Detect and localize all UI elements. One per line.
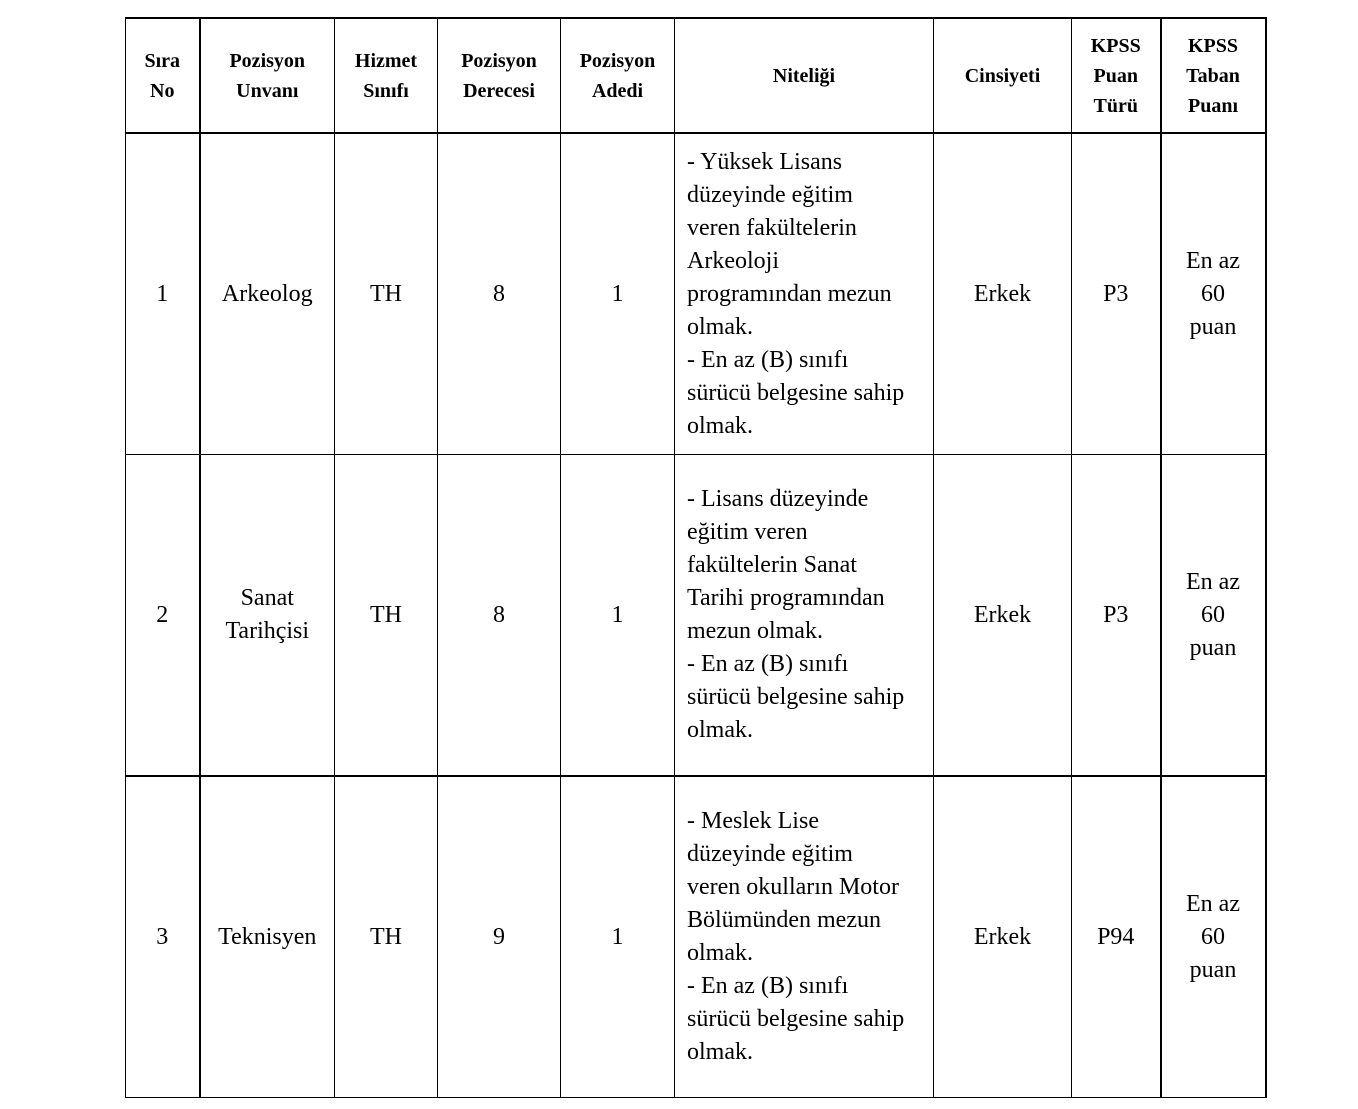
header-text: Hizmet <box>354 49 418 72</box>
qualification-line: programından mezun <box>687 280 892 307</box>
header-text: KPSS <box>1090 34 1141 57</box>
cell-text: 60 <box>1201 280 1225 307</box>
cell-sira-no: 3 <box>126 776 200 1098</box>
header-text: Sıra <box>144 49 181 72</box>
header-kpss-puan-turu <box>1072 18 1161 133</box>
header-text: Türü <box>1093 94 1138 117</box>
cell-kpss-taban-puani <box>1161 776 1266 1098</box>
qualification-line: eğitim veren <box>687 519 808 545</box>
header-pozisyon-derecesi <box>438 18 561 133</box>
cell-text: Teknisyen <box>218 923 317 950</box>
cell-pozisyon-unvani <box>200 776 335 1098</box>
header-kpss-taban-puani <box>1161 18 1266 133</box>
qualification-line: fakültelerin Sanat <box>687 552 857 578</box>
cell-text: Tarihçisi <box>225 618 310 644</box>
cell-pozisyon-adedi: 1 <box>561 776 675 1098</box>
cell-pozisyon-derecesi: 8 <box>438 133 561 455</box>
qualification-line: veren fakültelerin <box>687 214 857 241</box>
header-text: Pozisyon <box>229 49 306 72</box>
qualification-line: olmak. <box>687 412 753 439</box>
qualification-line: düzeyinde eğitim <box>687 841 853 867</box>
header-text: KPSS <box>1187 34 1239 57</box>
qualification-line: - Meslek Lise <box>687 808 819 834</box>
cell-text: puan <box>1189 313 1237 340</box>
cell-pozisyon-adedi: 1 <box>561 455 675 777</box>
table-row <box>126 776 1266 1098</box>
header-hizmet-sinifi <box>335 18 438 133</box>
header-text: Pozisyon <box>461 49 537 72</box>
qualification-line: mezun olmak. <box>687 618 823 644</box>
cell-hizmet-sinifi: TH <box>335 133 438 455</box>
table-row <box>126 455 1266 777</box>
cell-cinsiyeti: Erkek <box>934 133 1072 455</box>
qualification-line: sürücü belgesine sahip <box>687 379 905 406</box>
qualification-line: olmak. <box>687 940 753 966</box>
qualification-line: olmak. <box>687 1039 753 1065</box>
cell-cinsiyeti: Erkek <box>934 776 1072 1098</box>
qualification-line: - En az (B) sınıfı <box>687 651 849 677</box>
qualification-line: - Yüksek Lisans <box>687 148 843 175</box>
cell-sira-no: 2 <box>126 455 200 777</box>
header-text: Cinsiyeti <box>964 64 1041 87</box>
cell-hizmet-sinifi: TH <box>335 776 438 1098</box>
qualification-line: veren okulların Motor <box>687 874 899 900</box>
cell-niteligi <box>675 455 934 777</box>
cell-text: En az <box>1186 568 1240 595</box>
header-text: Unvanı <box>236 79 299 102</box>
cell-pozisyon-unvani <box>200 133 335 455</box>
header-text: Niteliği <box>772 64 836 87</box>
header-text: No <box>150 79 175 102</box>
cell-text: 60 <box>1201 601 1225 628</box>
cell-kpss-taban-puani <box>1161 455 1266 777</box>
cell-niteligi <box>675 133 934 455</box>
header-pozisyon-adedi <box>561 18 675 133</box>
header-niteligi <box>675 18 934 133</box>
cell-niteligi <box>675 776 934 1098</box>
cell-cinsiyeti: Erkek <box>934 455 1072 777</box>
table-body <box>126 133 1266 1098</box>
cell-pozisyon-derecesi: 8 <box>438 455 561 777</box>
qualification-line: - En az (B) sınıfı <box>687 973 849 999</box>
cell-pozisyon-derecesi: 9 <box>438 776 561 1098</box>
qualification-line: Tarihi programından <box>687 585 885 611</box>
cell-text: En az <box>1186 890 1240 917</box>
cell-pozisyon-adedi: 1 <box>561 133 675 455</box>
header-text: Sınıfı <box>363 79 409 102</box>
header-text: Adedi <box>591 79 644 102</box>
positions-table <box>125 17 1267 1098</box>
qualification-line: olmak. <box>687 717 753 743</box>
cell-text: puan <box>1189 634 1237 661</box>
cell-kpss-puan-turu: P3 <box>1072 455 1161 777</box>
qualification-line: - En az (B) sınıfı <box>687 346 849 373</box>
header-row <box>126 18 1266 133</box>
qualification-line: düzeyinde eğitim <box>687 181 853 208</box>
header-pozisyon-unvani <box>200 18 335 133</box>
header-sira-no <box>126 18 200 133</box>
cell-hizmet-sinifi: TH <box>335 455 438 777</box>
cell-text: Arkeolog <box>221 280 313 307</box>
header-text: Puan <box>1093 64 1138 87</box>
table-row <box>126 133 1266 455</box>
cell-kpss-taban-puani <box>1161 133 1266 455</box>
header-text: Derecesi <box>463 79 535 102</box>
header-cinsiyeti <box>934 18 1072 133</box>
qualification-line: - Lisans düzeyinde <box>687 486 869 512</box>
cell-sira-no: 1 <box>126 133 200 455</box>
qualification-line: Arkeoloji <box>687 247 779 274</box>
cell-text: puan <box>1189 956 1237 983</box>
header-text: Puanı <box>1187 94 1239 117</box>
qualification-line: Bölümünden mezun <box>687 907 881 933</box>
qualification-line: sürücü belgesine sahip <box>687 684 905 710</box>
cell-kpss-puan-turu: P3 <box>1072 133 1161 455</box>
header-text: Taban <box>1186 64 1240 87</box>
cell-pozisyon-unvani <box>200 455 335 777</box>
qualification-line: olmak. <box>687 313 753 340</box>
cell-text: Sanat <box>240 585 294 611</box>
table-header <box>126 18 1266 133</box>
cell-text: En az <box>1186 247 1240 274</box>
cell-text: 60 <box>1201 923 1225 950</box>
qualification-line: sürücü belgesine sahip <box>687 1006 905 1032</box>
header-text: Pozisyon <box>579 49 656 72</box>
cell-kpss-puan-turu: P94 <box>1072 776 1161 1098</box>
